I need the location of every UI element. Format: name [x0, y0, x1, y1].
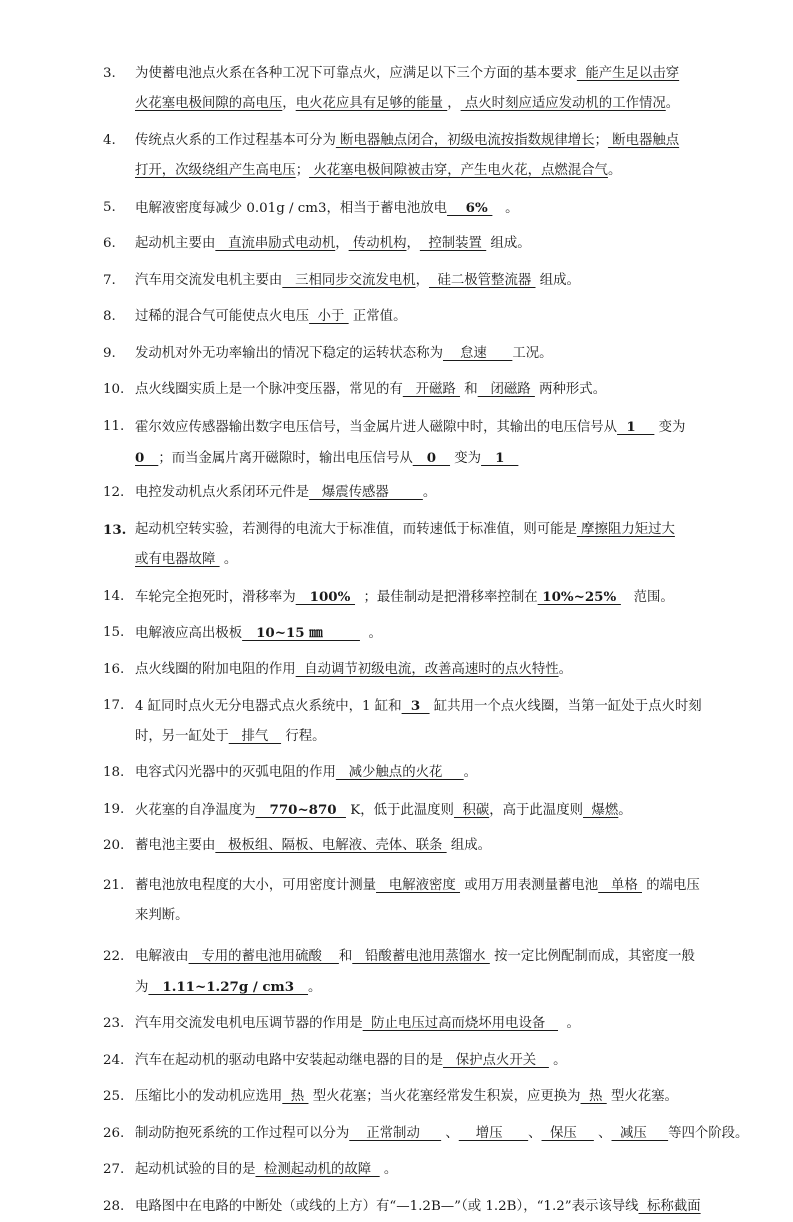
answer-blank: 标称截面 [638, 1198, 701, 1214]
question-text [135, 478, 708, 508]
question-line [135, 972, 708, 1003]
question-number: 27. [103, 1162, 125, 1178]
question-segment: 。 [665, 96, 680, 111]
question-segment: 过稀的混合气可能使点火电压 [135, 309, 310, 325]
answer-blank: 自动调节初级电流，改善高速时的点火特性 [295, 661, 559, 677]
question-line [135, 655, 708, 685]
question-line [135, 582, 708, 613]
question-segment: ；最佳制动是把滑移率控制在 [355, 589, 538, 605]
question-segment: 。 [359, 626, 382, 642]
question-segment: 电解液应高出极板 [135, 626, 243, 642]
question-line [135, 758, 708, 788]
question-item [103, 302, 708, 332]
question-item [103, 126, 708, 187]
question-line [135, 1046, 708, 1076]
answer-blank: 断电器触点闭合，初级电流按指数规律增长 [335, 132, 595, 148]
question-item [103, 375, 708, 405]
question-segment: ， [406, 236, 420, 252]
question-segment: 型火花塞。 [606, 1089, 678, 1105]
question-segment: 电路图中在电路的中断处（或线的上方）有“—1.2B—”（或 1.2B），“1.2”表示该导线 [135, 1198, 639, 1214]
question-text [135, 582, 708, 613]
question-text [135, 126, 708, 186]
question-line [135, 795, 708, 826]
question-line [135, 831, 708, 861]
question-text [135, 59, 708, 119]
question-line [135, 942, 708, 972]
question-number: 21. [103, 877, 125, 893]
question-segment: 4 缸同时点火无分电器式点火系统中，1 缸和 [135, 699, 402, 715]
question-number: 12. [103, 485, 125, 501]
question-line [135, 1082, 708, 1112]
question-line [135, 1119, 749, 1149]
question-segment: ， [447, 96, 461, 111]
question-item [103, 193, 708, 223]
question-segment: ； [594, 132, 608, 148]
question-line [135, 229, 708, 259]
question-number: 22. [103, 949, 125, 965]
question-item [103, 582, 708, 612]
question-segment: 发动机对外无功率输出的情况下稳定的运转状态称为 [135, 345, 443, 361]
answer-blank: 保护点火开关 [442, 1052, 549, 1068]
answer-blank: 3 [401, 698, 430, 715]
answer-blank: 保压 [541, 1125, 594, 1141]
question-segment: 。 [558, 1016, 580, 1032]
question-item [103, 478, 708, 508]
question-segment: ， [415, 272, 429, 288]
question-segment: ；而当金属片离开磁隙时，输出电压信号从 [158, 450, 413, 466]
answer-blank: 爆震传感器 [309, 485, 423, 501]
question-segment: 电解液密度每减少 0.01g / cm3，相当于蓄电池放电 [135, 200, 448, 216]
question-number: 16. [103, 661, 125, 677]
question-item [103, 691, 708, 752]
question-line [135, 1009, 708, 1039]
question-number: 19. [103, 801, 125, 817]
question-line [135, 1155, 708, 1185]
answer-blank: 6% [447, 199, 493, 216]
answer-blank: 小于 [309, 309, 349, 325]
answer-blank: 100% [295, 588, 356, 605]
question-segment: 为 [135, 980, 149, 996]
question-text [135, 375, 708, 405]
question-item [103, 412, 708, 473]
question-item [103, 59, 708, 120]
question-number: 11. [103, 418, 125, 434]
question-text [135, 193, 708, 224]
question-segment: 为使蓄电池点火系在各种工况下可靠点火，应满足以下三个方面的基本要求 [135, 66, 577, 81]
question-segment: ， [282, 96, 296, 111]
question-text [135, 266, 708, 296]
question-segment: 的端电压 [642, 877, 700, 893]
question-text [135, 339, 708, 369]
question-segment: ， [335, 236, 349, 252]
answer-blank: 电解液密度 [376, 877, 461, 893]
question-segment: 。 [379, 1162, 398, 1178]
question-number: 20. [103, 838, 125, 853]
question-line [135, 691, 708, 722]
question-segment: ，高于此温度则 [489, 802, 583, 818]
answer-blank: 三相同步交流发电机 [282, 272, 416, 288]
question-segment: 。 [219, 551, 238, 567]
question-segment: 点火线圈的附加电阻的作用 [135, 661, 296, 677]
question-number: 25. [103, 1089, 125, 1105]
question-text [135, 412, 708, 474]
question-segment: 行程。 [281, 729, 326, 745]
answer-blank: 能产生足以击穿 [576, 66, 680, 81]
answer-blank: 热 [282, 1089, 309, 1105]
question-segment: 汽车在起动机的驱动电路中安装起动继电器的目的是 [135, 1052, 443, 1068]
question-segment: 来判断。 [135, 907, 189, 923]
question-number: 18. [103, 765, 125, 780]
question-item [103, 655, 708, 685]
question-segment: 电容式闪光器中的灭弧电阻的作用 [135, 765, 336, 780]
question-segment: 蓄电池主要由 [135, 838, 216, 853]
answer-blank: 770~870 [255, 801, 346, 818]
question-line [135, 478, 708, 508]
question-item [103, 339, 708, 369]
question-text [135, 515, 708, 575]
question-segment: 起动机空转实验，若测得的电流大于标准值，而转速低于标准值，则可能是 [135, 521, 577, 537]
question-segment: 制动防抱死系统的工作过程可以分为 [135, 1125, 350, 1141]
answer-blank: 电火花应具有足够的能量 [295, 96, 448, 111]
question-segment: 霍尔效应传感器输出数字电压信号，当金属片进人磁隙中时，其输出的电压信号从 [135, 419, 618, 435]
answer-blank: 0 [412, 449, 451, 466]
question-number: 14. [103, 588, 125, 604]
answer-blank: 正常制动 [349, 1125, 442, 1141]
question-text [135, 229, 708, 259]
answer-blank: 或有电器故障 [135, 551, 220, 567]
answer-blank: 检测起动机的故障 [255, 1162, 380, 1178]
question-item [103, 795, 708, 825]
question-line [135, 59, 708, 89]
question-number: 5. [103, 199, 116, 215]
question-segment: 组成。 [535, 272, 580, 288]
question-line [135, 412, 708, 443]
question-segment: 蓄电池放电程度的大小，可用密度计测量 [135, 877, 377, 893]
answer-blank: 0 [135, 449, 159, 466]
question-item [103, 1009, 708, 1039]
question-segment: 。 [618, 802, 632, 818]
answer-blank: 防止电压过高而烧坏用电设备 [362, 1016, 559, 1032]
question-segment: 、 [593, 1125, 612, 1141]
question-item [103, 1082, 708, 1112]
question-item [103, 1046, 708, 1076]
question-text [135, 655, 708, 685]
answer-blank: 增压 [458, 1125, 529, 1141]
question-segment: 、 [441, 1125, 459, 1141]
answer-blank: 减少触点的火花 [335, 765, 464, 780]
answer-blank: 怠速 [442, 345, 513, 361]
question-number: 24. [103, 1052, 125, 1068]
question-segment: 起动机试验的目的是 [135, 1162, 256, 1178]
question-segment: 。 [422, 485, 437, 501]
question-item [103, 1119, 749, 1149]
answer-blank: 10%~25% [537, 588, 621, 605]
question-segment: 。 [558, 661, 573, 677]
question-text [135, 831, 708, 861]
question-line [135, 339, 708, 369]
question-segment: 等四个阶段。 [668, 1125, 749, 1141]
question-segment: 范围。 [620, 589, 674, 605]
question-item [103, 618, 708, 648]
question-text [135, 942, 708, 1003]
question-text [135, 1009, 708, 1039]
question-segment: 。 [463, 765, 478, 780]
question-segment: 组成。 [486, 236, 531, 252]
question-number: 6. [103, 236, 116, 252]
answer-blank: 闭磁路 [477, 382, 535, 398]
question-text [135, 1119, 749, 1149]
question-text [135, 871, 708, 931]
question-line [135, 545, 708, 575]
question-line [135, 375, 708, 405]
question-segment: 。 [492, 200, 519, 216]
question-number: 7. [103, 272, 116, 288]
question-segment: 。 [548, 1052, 567, 1068]
answer-blank: 热 [580, 1089, 607, 1105]
answer-blank: 打开，次级绕组产生高电压 [135, 162, 296, 178]
question-item [103, 229, 708, 259]
answer-blank: 1 [617, 418, 655, 435]
question-line [135, 1192, 708, 1222]
answer-blank: 极板组、隔板、电解液、壳体、联条 [215, 838, 447, 853]
question-text [135, 758, 708, 788]
answer-blank: 1 [481, 449, 519, 466]
answer-blank: 点火时刻应适应发动机的工作情况 [460, 96, 666, 111]
question-text [135, 302, 708, 332]
question-number: 13. [103, 521, 127, 538]
question-number: 15. [103, 625, 125, 641]
question-item [103, 871, 708, 932]
question-segment: 变为 [450, 450, 482, 466]
question-line [135, 302, 708, 332]
question-segment: 、 [528, 1125, 542, 1141]
question-segment: 车轮完全抱死时，滑移率为 [135, 589, 296, 605]
question-number: 28. [103, 1198, 125, 1214]
question-number: 8. [103, 309, 116, 325]
question-text [135, 1192, 708, 1222]
question-text [135, 1155, 708, 1185]
question-segment: 压缩比小的发动机应选用 [135, 1089, 283, 1105]
question-line [135, 126, 708, 156]
question-segment: 汽车用交流发电机电压调节器的作用是 [135, 1016, 363, 1032]
answer-blank: 10~15 ㎜ [242, 625, 360, 642]
question-item [103, 515, 708, 576]
question-line [135, 515, 708, 545]
question-item [103, 266, 708, 296]
answer-blank: 开磁路 [402, 382, 461, 398]
question-line [135, 871, 708, 901]
question-number: 10. [103, 382, 125, 398]
question-number: 9. [103, 345, 116, 361]
answer-blank: 1.11~1.27g / cm3 [148, 979, 309, 996]
question-line [135, 193, 708, 224]
answer-blank: 硅二极管整流器 [428, 272, 536, 288]
answer-blank: 爆燃 [582, 802, 619, 818]
answer-blank: 专用的蓄电池用硫酸 [188, 949, 339, 965]
question-segment: 时，另一缸处于 [135, 729, 229, 745]
question-segment: ； [295, 162, 310, 178]
answer-blank: 减压 [611, 1125, 669, 1141]
answer-blank: 断电器触点 [607, 132, 680, 148]
question-number: 3. [103, 66, 116, 81]
question-segment: 正常值。 [348, 309, 407, 325]
question-item [103, 758, 708, 788]
question-segment: 型火花塞；当火花塞经常发生积炭，应更换为 [308, 1089, 581, 1105]
question-segment: 和 [460, 382, 478, 398]
answer-blank: 排气 [228, 729, 282, 745]
question-segment: 缸共用一个点火线圈，当第一缸处于点火时刻 [429, 699, 702, 715]
question-segment: ，低于此温度则 [360, 802, 454, 818]
question-text [135, 1082, 708, 1112]
question-segment: 工况。 [512, 345, 553, 361]
answer-blank: 积碳 [453, 802, 490, 818]
question-segment: 电解液由 [135, 949, 189, 965]
question-segment: 组成。 [446, 838, 492, 853]
question-item [103, 1155, 708, 1185]
question-segment: K [345, 802, 361, 818]
question-line [135, 901, 708, 931]
answer-blank: 传动机构 [348, 236, 407, 252]
question-number: 17. [103, 698, 125, 714]
question-text [135, 618, 708, 649]
question-item [103, 942, 708, 1003]
question-line [135, 443, 708, 474]
question-segment: 。 [607, 162, 622, 178]
question-line [135, 89, 708, 119]
question-text [135, 691, 708, 752]
question-segment: 。 [308, 980, 322, 996]
question-item [103, 1192, 708, 1222]
answer-blank: 火花塞电极间隙被击穿，产生电火花，点燃混合气 [309, 162, 608, 178]
question-segment: 电控发动机点火系闭环元件是 [135, 485, 310, 501]
question-segment: 传统点火系的工作过程基本可分为 [135, 132, 336, 148]
question-segment: 按一定比例配制而成，其密度一般 [489, 949, 695, 965]
answer-blank: 摩擦阻力矩过大 [576, 521, 675, 537]
question-number: 4. [103, 132, 116, 148]
question-item [103, 831, 708, 861]
answer-blank: 直流串励式电动机 [215, 236, 336, 252]
answer-blank: 火花塞电极间隙的高电压 [135, 96, 283, 111]
question-number: 23. [103, 1016, 125, 1032]
question-line [135, 722, 708, 752]
question-segment: 两种形式。 [534, 382, 607, 398]
question-line [135, 618, 708, 649]
question-text [135, 1046, 708, 1076]
question-segment: 火花塞的自净温度为 [135, 802, 256, 818]
question-segment: 点火线圈实质上是一个脉冲变压器，常见的有 [135, 382, 403, 398]
question-segment: 起动机主要由 [135, 236, 216, 252]
answer-blank: 控制装置 [419, 236, 487, 252]
answer-blank: 铅酸蓄电池用蒸馏水 [352, 949, 490, 965]
question-number: 26. [103, 1125, 125, 1141]
answer-blank: 单格 [598, 877, 642, 893]
question-text [135, 795, 708, 826]
question-segment: 变为 [654, 419, 686, 435]
question-line [135, 266, 708, 296]
question-segment: 或用万用表测量蓄电池 [460, 877, 599, 893]
question-line [135, 156, 708, 186]
question-segment: 和 [338, 949, 353, 965]
question-segment: 汽车用交流发电机主要由 [135, 272, 283, 288]
